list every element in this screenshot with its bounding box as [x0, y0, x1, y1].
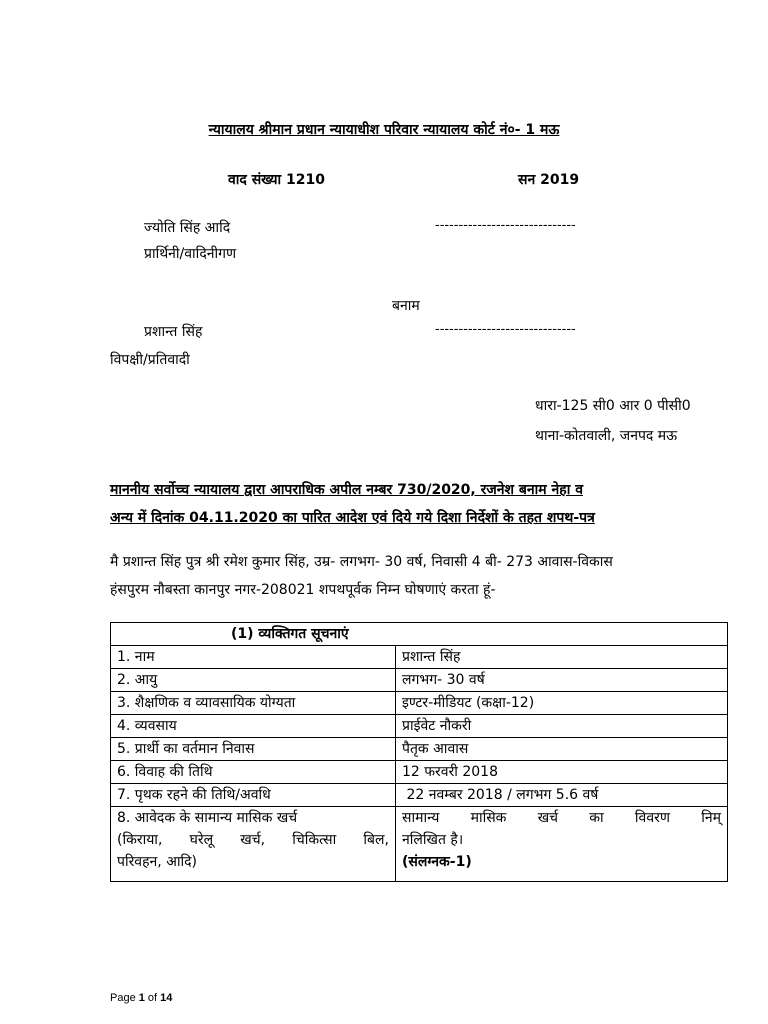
- row-label: 7. पृथक रहने की तिथि/अवधि: [111, 784, 396, 807]
- case-year: सन 2019: [518, 172, 580, 188]
- row-label: 4. व्यवसाय: [111, 715, 396, 738]
- row-value: लगभग- 30 वर्ष: [396, 669, 728, 692]
- page-total: 14: [160, 992, 173, 1004]
- row-value: 12 फरवरी 2018: [396, 761, 728, 784]
- declaration-line2: हंसपुरम नौबस्ता कानपुर नगर-208021 शपथपूर्वक निम्न घोषणाएं करता हूं-: [110, 582, 496, 598]
- table-header: (1) व्यक्तिगत सूचनाएं: [111, 623, 728, 646]
- row-value: पैतृक आवास: [396, 738, 728, 761]
- table-row-expenses: [111, 807, 728, 882]
- expenses-label-line3: परिवहन, आदि): [117, 854, 198, 870]
- row-label: 3. शैक्षणिक व व्यावसायिक योग्यता: [111, 692, 396, 715]
- row-label: 5. प्रार्थी का वर्तमान निवास: [111, 738, 396, 761]
- expenses-label-line1: 8. आवेदक के सामान्य मासिक खर्च: [117, 810, 298, 826]
- respondent-role: विपक्षी/प्रतिवादी: [110, 352, 190, 368]
- page-number: [110, 992, 172, 1004]
- petitioner-dashes: ------------------------------: [435, 218, 576, 233]
- page-prefix: Page: [110, 992, 139, 1004]
- affidavit-heading-line1: माननीय सर्वोच्च न्यायालय द्वारा आपराधिक अपील नम्बर 730/2020, रजनेश बनाम नेहा व: [110, 482, 584, 498]
- table-row: [111, 761, 728, 784]
- declaration-line1: मै प्रशान्त सिंह पुत्र श्री रमेश कुमार सिंह, उम्र- लगभग- 30 वर्ष, निवासी 4 बी- 273 आवास-विकास: [110, 554, 613, 570]
- table-row: [111, 692, 728, 715]
- row-label: 6. विवाह की तिथि: [111, 761, 396, 784]
- expenses-value-line2: नलिखित है।: [402, 832, 464, 848]
- page-of: of: [144, 992, 161, 1004]
- row-label: 2. आयु: [111, 669, 396, 692]
- expenses-annexure: (संलग्नक-1): [402, 854, 472, 870]
- petitioner-role: प्रार्थिनी/वादिनीगण: [144, 246, 237, 262]
- section-info: धारा-125 सी0 आर 0 पीसी0: [535, 398, 691, 414]
- petitioner-name: ज्योति सिंह आदि: [144, 220, 231, 236]
- table-row: [111, 646, 728, 669]
- personal-info-table: [110, 622, 728, 882]
- row-value: इण्टर-मीडियट (कक्षा-12): [396, 692, 728, 715]
- expenses-label: [111, 807, 396, 882]
- table-row: [111, 738, 728, 761]
- row-value: 22 नवम्बर 2018 / लगभग 5.6 वर्ष: [396, 784, 728, 807]
- table-row: [111, 715, 728, 738]
- expenses-value-line1: सामान्य मासिक खर्च का विवरण निम्: [402, 810, 721, 826]
- row-value: प्राईवेट नौकरी: [396, 715, 728, 738]
- versus-label: बनाम: [392, 298, 420, 314]
- affidavit-heading-line2: अन्य में दिनांक 04.11.2020 का पारित आदेश एवं दिये गये दिशा निर्देशों के तहत शपथ-पत्र: [110, 510, 595, 526]
- table-row: [111, 784, 728, 807]
- table-row: [111, 669, 728, 692]
- court-title: न्यायालय श्रीमान प्रधान न्यायाधीश परिवार न्यायालय कोर्ट नं०- 1 मऊ: [208, 122, 560, 138]
- table-header-row: [111, 623, 728, 646]
- respondent-name: प्रशान्त सिंह: [144, 324, 203, 340]
- page-current: 1: [138, 992, 145, 1004]
- row-value: प्रशान्त सिंह: [396, 646, 728, 669]
- expenses-label-line2: (किराया, घरेलू खर्च, चिकित्सा बिल,: [117, 832, 389, 848]
- row-label: 1. नाम: [111, 646, 396, 669]
- police-station-info: थाना-कोतवाली, जनपद मऊ: [535, 428, 678, 444]
- case-number: वाद संख्या 1210: [228, 172, 325, 188]
- respondent-dashes: ------------------------------: [435, 322, 576, 337]
- expenses-value: [396, 807, 728, 882]
